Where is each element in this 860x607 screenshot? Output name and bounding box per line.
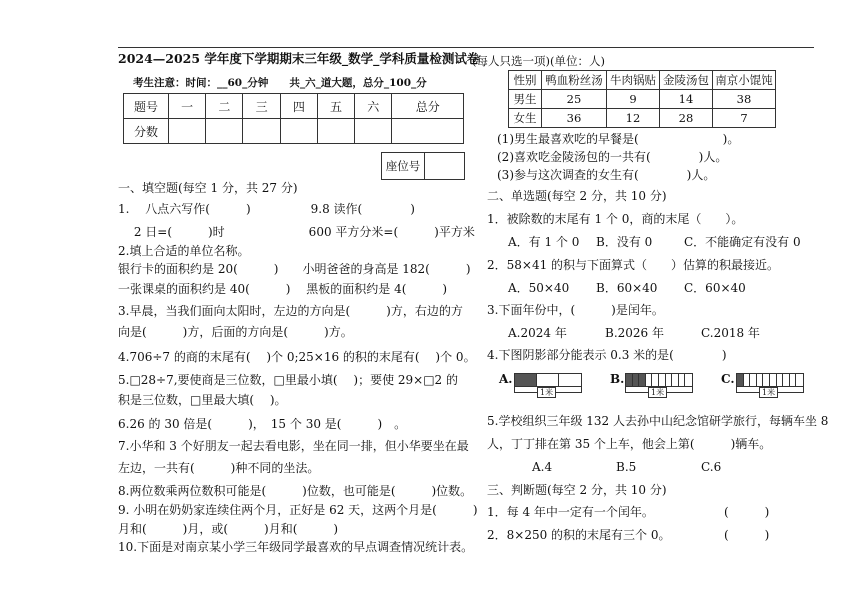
figure-c-segment <box>790 374 797 386</box>
figure-a-bar <box>514 373 582 387</box>
mc-option[interactable]: A．有 1 个 0 <box>508 235 580 249</box>
figure-c-segment <box>796 374 803 386</box>
figure-c-segment <box>763 374 770 386</box>
figure-c-segment <box>750 374 757 386</box>
survey-row-boys <box>509 90 776 109</box>
score-cell: 题号 <box>124 94 169 119</box>
fill-blank-line: 4.706÷7 的商的末尾有( )个 0;25×16 的积的末尾有( )个 0。 <box>118 350 476 364</box>
score-cell: 二 <box>206 94 243 119</box>
figure-c-segment <box>737 374 744 386</box>
score-input-cell[interactable] <box>280 119 317 144</box>
figure-a-segment <box>515 374 537 386</box>
fill-blank-line: 6.26 的 30 倍是( )， 15 个 30 是( ) 。 <box>118 417 407 431</box>
score-input-cell[interactable] <box>355 119 392 144</box>
exam-title: 2024—2025 学年度下学期期末三年级_数学_学科质量检测试卷 <box>118 51 480 66</box>
score-input-cell[interactable] <box>169 119 206 144</box>
score-input-cell[interactable] <box>206 119 243 144</box>
judge-item-2: 2．8×250 的积的末尾有三个 0。 <box>487 528 671 542</box>
fill-blank-line: 2.填上合适的单位名称。 <box>118 244 250 258</box>
survey-table <box>508 70 776 128</box>
score-table-header-row <box>124 94 464 119</box>
fill-blank-line: 1. 八点六写作( ) 9.8 读作( ) <box>118 202 415 216</box>
figure-c-unit: 1米 <box>759 387 778 398</box>
mc-option[interactable]: A.4 <box>532 460 553 474</box>
fill-blank-line: 左边，一共有( )种不同的坐法。 <box>118 461 320 475</box>
seat-number-box <box>381 152 465 180</box>
survey-header-cell: 牛肉锅贴 <box>607 71 660 90</box>
fill-blank-line: 5.□28÷7,要使商是三位数，□里最小填( )；要使 29×□2 的 <box>118 373 459 387</box>
survey-header-cell: 鸭血粉丝汤 <box>542 71 607 90</box>
figure-c-segment <box>777 374 784 386</box>
fill-blank-line: 10.下面是对南京某小学三年级同学最喜欢的早点调查情况统计表。 <box>118 540 474 554</box>
survey-cell: 7 <box>713 109 776 128</box>
judge-blank-1[interactable]: ( ) <box>724 505 770 519</box>
fill-blank-line: 9. 小明在奶奶家连续住两个月，正好是 62 天，这两个月是( ) <box>118 503 478 517</box>
judge-item-1: 1．每 4 年中一定有一个闰年。 <box>487 505 654 519</box>
section3-heading: 三、判断题(每空 2 分，共 10 分) <box>487 483 667 497</box>
mc-option[interactable]: B.5 <box>616 460 637 474</box>
figure-b-unit: 1米 <box>648 387 667 398</box>
survey-question-3: (3)参与这次调查的女生有( )人。 <box>497 168 716 182</box>
figure-a-segment <box>559 374 581 386</box>
survey-cell: 12 <box>607 109 660 128</box>
figure-b-segment <box>633 374 640 386</box>
figure-c-segment <box>744 374 751 386</box>
figure-b-label[interactable]: B. <box>610 372 625 386</box>
score-cell: 五 <box>317 94 354 119</box>
fill-blank-line: 8.两位数乘两位数积可能是( )位数，也可能是( )位数。 <box>118 484 473 498</box>
figure-b-segment <box>626 374 633 386</box>
figure-a-label[interactable]: A. <box>499 372 513 386</box>
figure-b-segment <box>639 374 646 386</box>
judge-blank-2[interactable]: ( ) <box>724 528 770 542</box>
figure-c-segment <box>757 374 764 386</box>
figure-b-segment <box>646 374 653 386</box>
survey-cell: 男生 <box>509 90 542 109</box>
mc-question-2: 2．58×41 的积与下面算式（ ）估算的积最接近。 <box>487 258 780 272</box>
mc-question-3: 3.下面年份中，( )是闰年。 <box>487 303 664 317</box>
mc-option[interactable]: C．60×40 <box>684 281 746 295</box>
score-input-cell[interactable] <box>392 119 464 144</box>
score-table <box>123 93 464 144</box>
mc-option[interactable]: A．50×40 <box>508 281 570 295</box>
mc-question-4: 4.下图阴影部分能表示 0.3 米的是( ) <box>487 348 727 362</box>
fill-blank-line: 向是( )方，后面的方向是( )方。 <box>118 325 353 339</box>
mc-option[interactable]: A.2024 年 <box>508 326 567 340</box>
survey-header-row <box>509 71 776 90</box>
survey-cell: 25 <box>542 90 607 109</box>
survey-cell: 9 <box>607 90 660 109</box>
mc-option[interactable]: B．60×40 <box>596 281 658 295</box>
score-cell: 三 <box>243 94 280 119</box>
survey-question-2: (2)喜欢吃金陵汤包的一共有( )人。 <box>497 150 728 164</box>
survey-cell: 28 <box>660 109 713 128</box>
score-cell: 一 <box>169 94 206 119</box>
score-input-cell[interactable] <box>317 119 354 144</box>
figure-b-segment <box>679 374 686 386</box>
fill-blank-line: 7.小华和 3 个好朋友一起去看电影，坐在同一排，但小华要坐在最 <box>118 439 469 453</box>
seat-number-label: 座位号 <box>382 153 425 179</box>
survey-note: (每人只选一项)(单位：人) <box>472 54 605 68</box>
figure-b-segment <box>685 374 692 386</box>
survey-cell: 女生 <box>509 109 542 128</box>
mc-option[interactable]: B．没有 0 <box>596 235 653 249</box>
mc-question-5-line1: 5.学校组织三年级 132 人去孙中山纪念馆研学旅行，每辆车坐 8 <box>487 414 829 428</box>
figure-c-label[interactable]: C. <box>721 372 735 386</box>
fill-blank-line: 一张课桌的面积约是 40( ) 黑板的面积约是 4( ) <box>118 282 448 296</box>
fill-blank-line: 银行卡的面积约是 20( ) 小明爸爸的身高是 182( ) <box>118 262 471 276</box>
figure-b-segment <box>659 374 666 386</box>
seat-number-input[interactable] <box>425 153 464 179</box>
mc-option[interactable]: B.2026 年 <box>605 326 664 340</box>
score-cell: 六 <box>355 94 392 119</box>
header-rule <box>118 47 814 48</box>
figure-a-segment <box>537 374 559 386</box>
figure-c-bar <box>736 373 804 387</box>
score-cell: 分数 <box>124 119 169 144</box>
survey-row-girls <box>509 109 776 128</box>
mc-question-5-line2: 人，丁丁排在第 35 个上车，他会上第( )辆车。 <box>487 437 772 451</box>
score-table-score-row <box>124 119 464 144</box>
mc-option[interactable]: C.2018 年 <box>701 326 760 340</box>
section1-heading: 一、填空题(每空 1 分，共 27 分) <box>118 181 298 195</box>
figure-b-segment <box>672 374 679 386</box>
mc-option[interactable]: C.6 <box>701 460 722 474</box>
figure-a-unit: 1米 <box>537 387 556 398</box>
fill-blank-line: 3.早晨，当我们面向太阳时，左边的方向是( )方，右边的方 <box>118 304 463 318</box>
survey-cell: 38 <box>713 90 776 109</box>
exam-notice: 考生注意：时间：__60_分钟 共_六_道大题，总分_100_分 <box>133 77 427 89</box>
score-input-cell[interactable] <box>243 119 280 144</box>
mc-option[interactable]: C．不能确定有没有 0 <box>684 235 801 249</box>
figure-c-segment <box>783 374 790 386</box>
survey-question-1: (1)男生最喜欢吃的早餐是( )。 <box>497 132 740 146</box>
survey-header-cell: 南京小馄饨 <box>713 71 776 90</box>
figure-b-bar <box>625 373 693 387</box>
fill-blank-line: 月和( )月，或( )月和( ) <box>118 522 339 536</box>
figure-b-segment <box>666 374 673 386</box>
figure-c-segment <box>770 374 777 386</box>
survey-header-cell: 金陵汤包 <box>660 71 713 90</box>
survey-cell: 36 <box>542 109 607 128</box>
fill-blank-line: 积是三位数，□里最大填( )。 <box>118 393 287 407</box>
mc-question-1: 1．被除数的末尾有 1 个 0，商的末尾（ ）。 <box>487 212 744 226</box>
figure-b-segment <box>652 374 659 386</box>
survey-cell: 14 <box>660 90 713 109</box>
fill-blank-line: 2 日=( )时 600 平方分米=( )平方米 <box>118 225 475 239</box>
section2-heading: 二、单选题(每空 2 分，共 10 分) <box>487 189 667 203</box>
score-cell: 总分 <box>392 94 464 119</box>
survey-header-cell: 性别 <box>509 71 542 90</box>
score-cell: 四 <box>280 94 317 119</box>
